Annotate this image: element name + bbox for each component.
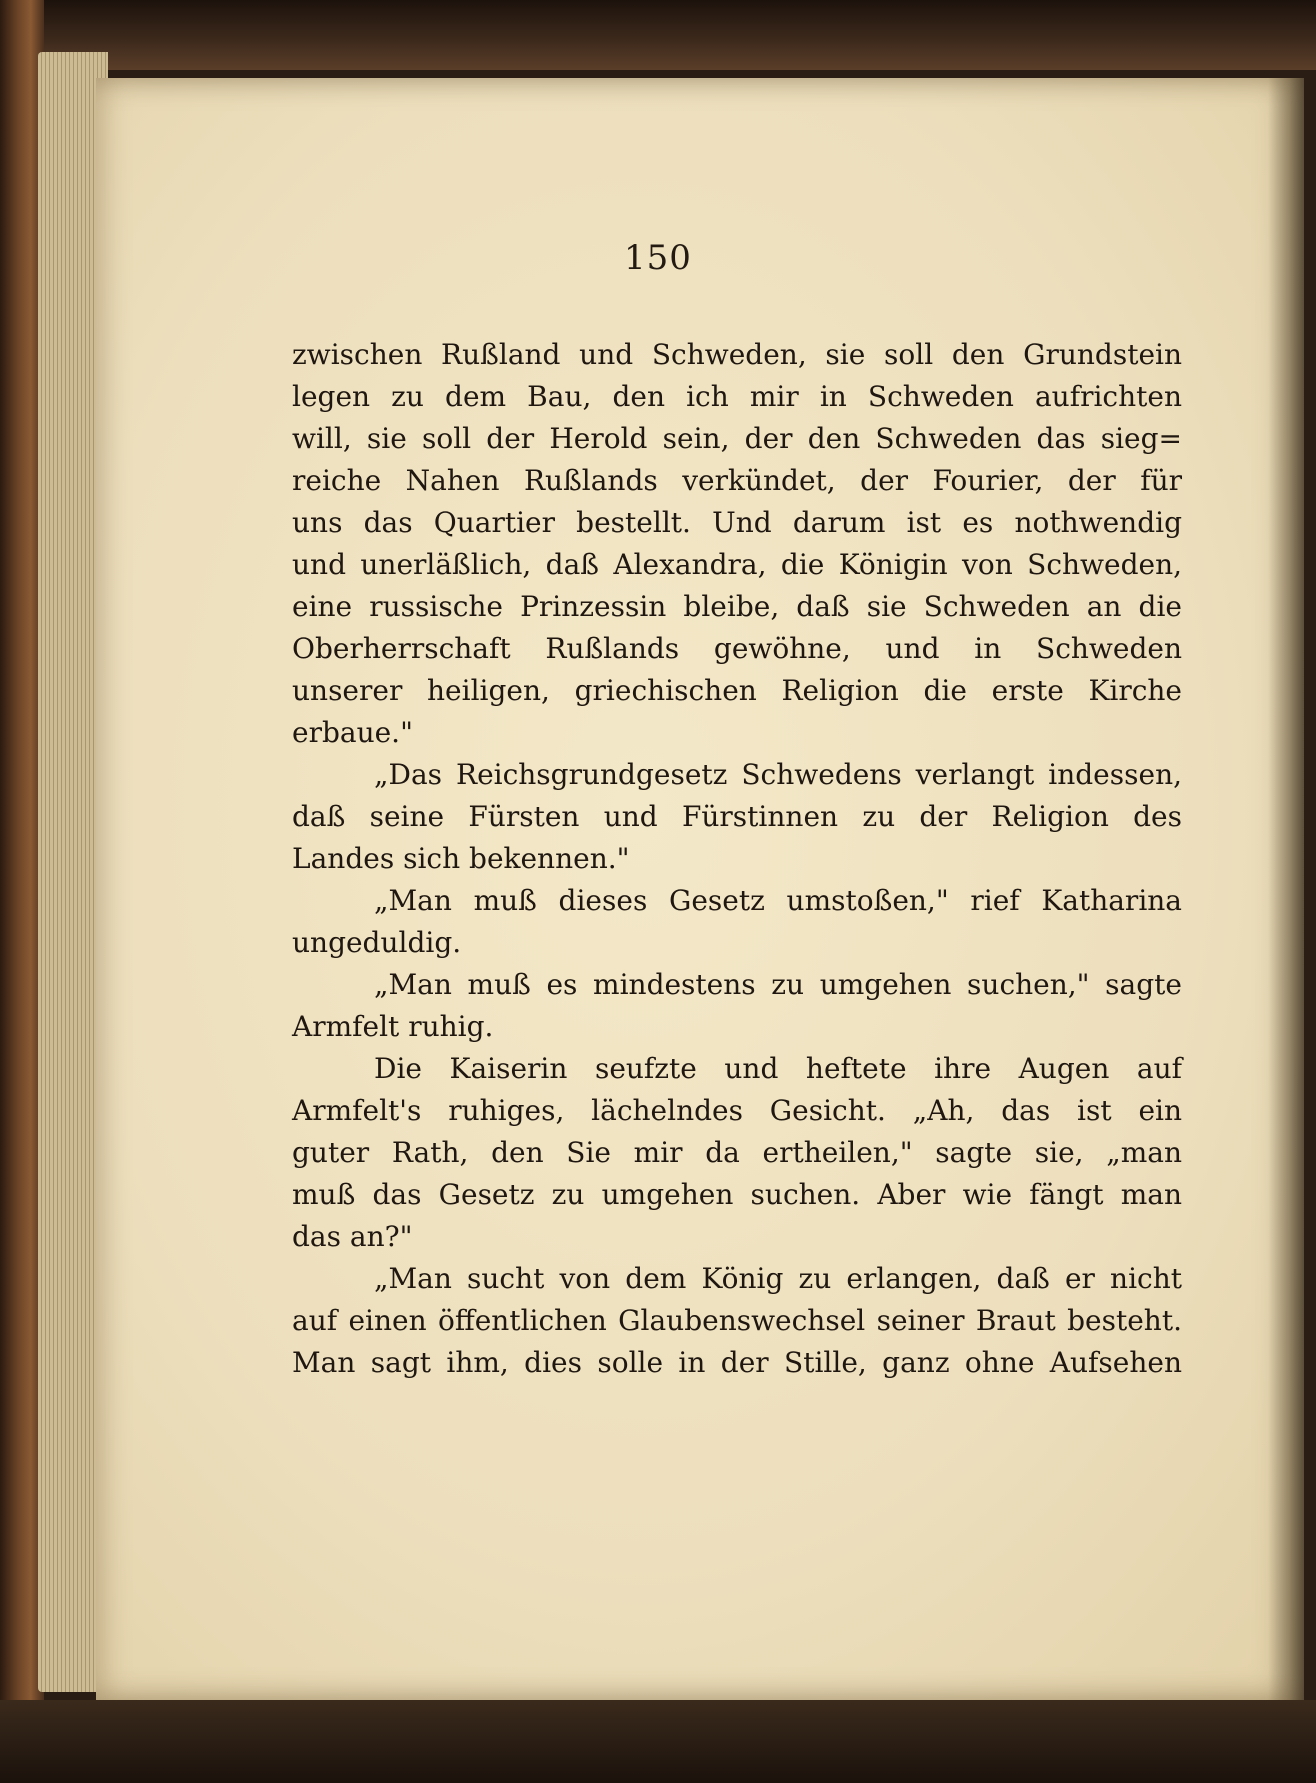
- text-line: uns das Quartier bestellt. Und darum ist es nothwendig: [292, 506, 1182, 539]
- text-line: Die Kaiserin seufzte und heftete ihre Augen auf: [374, 1052, 1182, 1085]
- text-line: „Das Reichsgrundgesetz Schwedens verlangt indessen,: [374, 758, 1182, 791]
- text-line: Armfelt's ruhiges, lächelndes Gesicht. „Ah, das ist ein: [292, 1094, 1182, 1127]
- book-top-edge: [0, 0, 1316, 70]
- text-line: muß das Gesetz zu umgehen suchen. Aber wie fängt man: [292, 1178, 1182, 1211]
- book-bottom-edge: [0, 1700, 1316, 1783]
- text-line: auf einen öffentlichen Glaubenswechsel seiner Braut besteht.: [292, 1304, 1182, 1337]
- text-line: will, sie soll der Herold sein, der den Schweden das sieg=: [292, 422, 1182, 455]
- text-line: erbaue.": [292, 716, 413, 749]
- text-line: reiche Nahen Rußlands verkündet, der Fourier, der für: [292, 464, 1182, 497]
- page-text-block: [292, 334, 1182, 1384]
- text-line: eine russische Prinzessin bleibe, daß sie Schweden an die: [292, 590, 1182, 623]
- text-line: unserer heiligen, griechischen Religion die erste Kirche: [292, 674, 1182, 707]
- text-line: guter Rath, den Sie mir da ertheilen," sagte sie, „man: [292, 1136, 1182, 1169]
- text-line: daß seine Fürsten und Fürstinnen zu der Religion des: [292, 800, 1182, 833]
- text-line: und unerläßlich, daß Alexandra, die Königin von Schweden,: [292, 548, 1182, 581]
- page-number: 150: [624, 238, 692, 278]
- text-line: ungeduldig.: [292, 926, 462, 959]
- text-line: Landes sich bekennen.": [292, 842, 630, 875]
- page-gutter-shadow: [1268, 78, 1304, 1700]
- text-line: Oberherrschaft Rußlands gewöhne, und in Schweden: [292, 632, 1182, 665]
- text-line: das an?": [292, 1220, 413, 1253]
- text-line: „Man muß es mindestens zu umgehen suchen," sagte: [374, 968, 1182, 1001]
- text-line: Man sagt ihm, dies solle in der Stille, ganz ohne Aufsehen: [292, 1346, 1182, 1379]
- text-line: „Man sucht von dem König zu erlangen, daß er nicht: [374, 1262, 1182, 1295]
- text-line: legen zu dem Bau, den ich mir in Schweden aufrichten: [292, 380, 1182, 413]
- text-line: Armfelt ruhig.: [292, 1010, 494, 1043]
- text-line: zwischen Rußland und Schweden, sie soll den Grundstein: [292, 338, 1182, 371]
- text-line: „Man muß dieses Gesetz umstoßen," rief Katharina: [374, 884, 1182, 917]
